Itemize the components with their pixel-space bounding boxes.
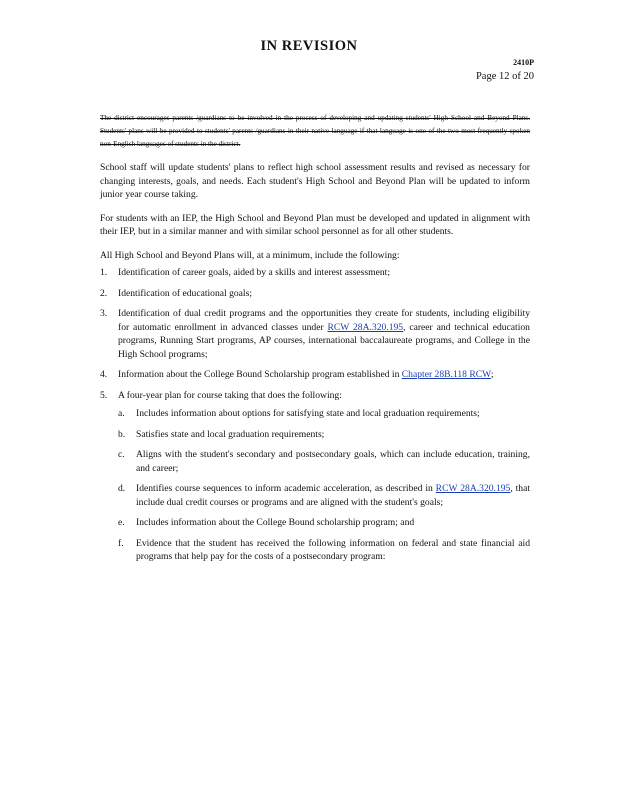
rcw-link[interactable]: RCW 28A.320.195 xyxy=(327,321,404,333)
list-item: 5. A four-year plan for course taking that does the following: a. Includes information about options for satisfying state and local graduation requirements; b. Satisfies state and local graduation requirements; c. Aligns with the student's secondary and postsecondary goals, which can include education, training, and career; d. Identifies course sequences to inform academic acceleration, as described in RCW 28A.320.195, that include dual credit courses or programs and are aligned with the student's goals; e. Includes information about the College Bound scholarship program; and f. Evidence that the student has received the following information on federal and state financial aid programs that help pay for the costs of a postsecondary program: xyxy=(100,389,530,562)
requirements-list xyxy=(100,266,530,564)
sub-list-item: a. Includes information about options for satisfying state and local graduation requirements; xyxy=(118,408,480,419)
sub-list-item: f. Evidence that the student has received the following information on federal and state financial aid programs that help pay for the costs of a postsecondary program: xyxy=(118,537,530,562)
list-item: 2. Identification of educational goals; xyxy=(100,287,252,299)
revision-title: IN REVISION xyxy=(260,38,358,54)
list-item: 3. Identification of dual credit programs and the opportunities they create for students, including eligibility for automatic enrollment in advanced classes under RCW 28A.320.195, career and technical education programs, Running Start programs, AP courses, international baccalaureate programs, and College in the High School programs; xyxy=(100,308,530,360)
struck-paragraph xyxy=(100,112,530,151)
paragraph-plan-updates: School staff will update students' plans to reflect high school assessment results and revised as necessary for changing interests, goals, and needs. Each student's High School and Beyond Plan will be updated to inform junior year course taking. xyxy=(100,162,530,200)
sub-list-item: e. Includes information about the College Bound scholarship program; and xyxy=(118,517,415,528)
page-number: Page 12 of 20 xyxy=(475,71,534,82)
list-item: 1. Identification of career goals, aided by a skills and interest assessment; xyxy=(100,267,391,278)
sub-list-item: b. Satisfies state and local graduation requirements; xyxy=(118,428,325,440)
policy-code: 2410P xyxy=(513,58,534,67)
paragraph-iep: For students with an IEP, the High School and Beyond Plan must be developed and updated in alignment with their IEP, but in a similar manner and with similar school personnel as for all other students. xyxy=(100,212,530,237)
list-item: 4. Information about the College Bound Scholarship program established in Chapter 28B.118 RCW; xyxy=(100,369,494,380)
list-intro: All High School and Beyond Plans will, at a minimum, include the following: xyxy=(100,249,400,261)
sub-list-item: d. Identifies course sequences to inform academic acceleration, as described in RCW 28A.320.195, that include dual credit courses or programs and are aligned with the student's goals; xyxy=(118,483,530,508)
struck-tail: district. xyxy=(218,140,241,148)
document-body xyxy=(100,112,530,571)
sub-list xyxy=(118,407,530,564)
chapter-link[interactable]: Chapter 28B.118 RCW xyxy=(401,369,491,380)
struck-text: The district encourages parents /guardians to be involved in the process of developing and updating students' High School and Beyond Plans. Students' plans will be provided to students' parents /guardians in their native language if that language is one of the two most frequently spoken non-English languages of students in the xyxy=(100,114,530,148)
rcw-link[interactable]: RCW 28A.320.195 xyxy=(435,483,511,494)
sub-list-item: c. Aligns with the student's secondary and postsecondary goals, which can include education, training, and career; xyxy=(118,449,530,474)
